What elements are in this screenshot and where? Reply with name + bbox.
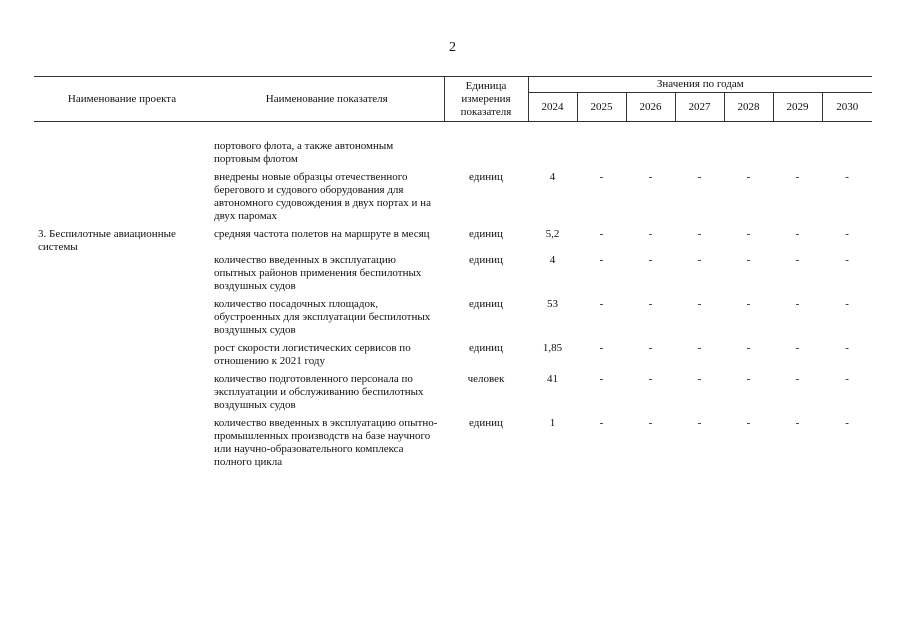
table-row bbox=[34, 342, 872, 373]
cell-value-2026: - bbox=[648, 171, 653, 183]
cell-value-2025: - bbox=[599, 298, 604, 310]
cell-value-2029: - bbox=[795, 298, 800, 310]
cell-value-2028: - bbox=[746, 417, 751, 429]
cell-value-2030: - bbox=[845, 417, 849, 429]
cell-value-2028: - bbox=[746, 373, 751, 385]
cell-unit: единиц bbox=[469, 342, 503, 354]
cell-value-2024: 4 bbox=[549, 254, 556, 266]
cell-value-2029: - bbox=[795, 373, 800, 385]
table-row bbox=[34, 417, 872, 474]
cell-unit: единиц bbox=[469, 298, 503, 310]
cell-value-2030: - bbox=[845, 228, 849, 240]
cell-unit: единиц bbox=[469, 228, 503, 240]
cell-value-2026: - bbox=[648, 373, 653, 385]
header-year: 2028 bbox=[724, 93, 773, 122]
cell-value-2026: - bbox=[648, 298, 653, 310]
cell-value-2030: - bbox=[845, 373, 849, 385]
cell-value-2027 bbox=[675, 122, 724, 172]
cell-value-2028 bbox=[724, 122, 773, 172]
cell-project bbox=[34, 254, 210, 298]
cell-value-2026: - bbox=[648, 417, 653, 429]
cell-project bbox=[34, 171, 210, 228]
cell-value-2025 bbox=[577, 122, 626, 172]
cell-project bbox=[34, 298, 210, 342]
cell-value-2025: - bbox=[599, 342, 604, 354]
cell-indicator: рост скорости логистических сервисов по отношению к 2021 году bbox=[214, 342, 411, 367]
cell-value-2024: 41 bbox=[547, 373, 558, 385]
cell-value-2029: - bbox=[795, 417, 800, 429]
cell-indicator: количество введенных в эксплуатацию опытных районов применения беспилотных воздушных судов bbox=[214, 254, 422, 292]
cell-value-2026: - bbox=[648, 228, 653, 240]
cell-value-2025: - bbox=[599, 254, 604, 266]
cell-unit bbox=[444, 122, 528, 172]
cell-value-2028: - bbox=[746, 254, 751, 266]
table-row bbox=[34, 373, 872, 417]
cell-value-2030: - bbox=[845, 171, 849, 183]
cell-value-2027: - bbox=[697, 298, 702, 310]
table-row bbox=[34, 171, 872, 228]
cell-value-2025: - bbox=[599, 417, 604, 429]
cell-value-2030: - bbox=[845, 342, 849, 354]
header-year: 2029 bbox=[773, 93, 822, 122]
table-body bbox=[34, 122, 872, 475]
cell-value-2025: - bbox=[599, 171, 604, 183]
cell-value-2025: - bbox=[599, 373, 604, 385]
header-unit: Единица измерения показателя bbox=[444, 77, 528, 122]
table-row bbox=[34, 298, 872, 342]
cell-value-2030: - bbox=[845, 254, 849, 266]
cell-value-2029: - bbox=[795, 171, 800, 183]
cell-unit: единиц bbox=[469, 254, 503, 266]
cell-indicator: количество подготовленного персонала по эксплуатации и обслуживанию беспилотных воздушных судов bbox=[214, 373, 424, 411]
cell-indicator: средняя частота полетов на маршруте в месяц bbox=[214, 228, 430, 240]
cell-value-2027: - bbox=[697, 342, 702, 354]
cell-value-2029 bbox=[773, 122, 822, 172]
cell-project bbox=[34, 417, 210, 474]
header-year: 2026 bbox=[626, 93, 675, 122]
cell-value-2024: 5,2 bbox=[545, 228, 560, 240]
cell-value-2029: - bbox=[795, 342, 800, 354]
cell-value-2028: - bbox=[746, 228, 751, 240]
cell-value-2029: - bbox=[795, 228, 800, 240]
cell-indicator: портового флота, а также автономным портовым флотом bbox=[214, 140, 394, 165]
indicators-table bbox=[34, 76, 872, 474]
cell-value-2030: - bbox=[845, 298, 849, 310]
cell-value-2028: - bbox=[746, 342, 751, 354]
cell-value-2027: - bbox=[697, 373, 702, 385]
cell-value-2030 bbox=[822, 122, 872, 172]
cell-indicator: внедрены новые образцы отечественного берегового и судового оборудования для автономного судовождения в двух портах и на двух паромах bbox=[214, 171, 431, 222]
table-row bbox=[34, 228, 872, 254]
header-project: Наименование проекта bbox=[34, 77, 210, 122]
cell-value-2027: - bbox=[697, 228, 702, 240]
cell-value-2024: 1 bbox=[549, 417, 556, 429]
cell-value-2027: - bbox=[697, 417, 702, 429]
cell-value-2028: - bbox=[746, 171, 751, 183]
header-indicator: Наименование показателя bbox=[210, 77, 444, 122]
cell-value-2024: 1,85 bbox=[542, 342, 563, 354]
table-row bbox=[34, 254, 872, 298]
cell-project bbox=[34, 373, 210, 417]
cell-value-2026 bbox=[626, 122, 675, 172]
cell-project: 3. Беспилотные авиационные системы bbox=[38, 228, 176, 253]
cell-value-2027: - bbox=[697, 254, 702, 266]
cell-value-2028: - bbox=[746, 298, 751, 310]
cell-value-2026: - bbox=[648, 342, 653, 354]
cell-value-2029: - bbox=[795, 254, 800, 266]
table-row bbox=[34, 122, 872, 172]
cell-indicator: количество посадочных площадок, обустроенных для эксплуатации беспилотных воздушных судов bbox=[214, 298, 431, 336]
header-years-group: Значения по годам bbox=[528, 77, 872, 93]
cell-indicator: количество введенных в эксплуатацию опытно-промышленных производств на базе научного или научно-образовательного комплекса полного цикла bbox=[214, 417, 438, 468]
cell-value-2025: - bbox=[599, 228, 604, 240]
cell-unit: единиц bbox=[469, 417, 503, 429]
cell-project bbox=[34, 342, 210, 373]
cell-value-2026: - bbox=[648, 254, 653, 266]
cell-unit: человек bbox=[467, 373, 505, 385]
cell-value-2027: - bbox=[697, 171, 702, 183]
header-year: 2024 bbox=[528, 93, 577, 122]
cell-value-2024: 4 bbox=[549, 171, 556, 183]
cell-project bbox=[34, 122, 210, 172]
cell-value-2024: 53 bbox=[547, 298, 558, 310]
cell-unit: единиц bbox=[469, 171, 503, 183]
header-year: 2030 bbox=[822, 93, 872, 122]
cell-value-2024 bbox=[528, 122, 577, 172]
header-year: 2027 bbox=[675, 93, 724, 122]
page-number: 2 bbox=[449, 40, 456, 55]
header-year: 2025 bbox=[577, 93, 626, 122]
